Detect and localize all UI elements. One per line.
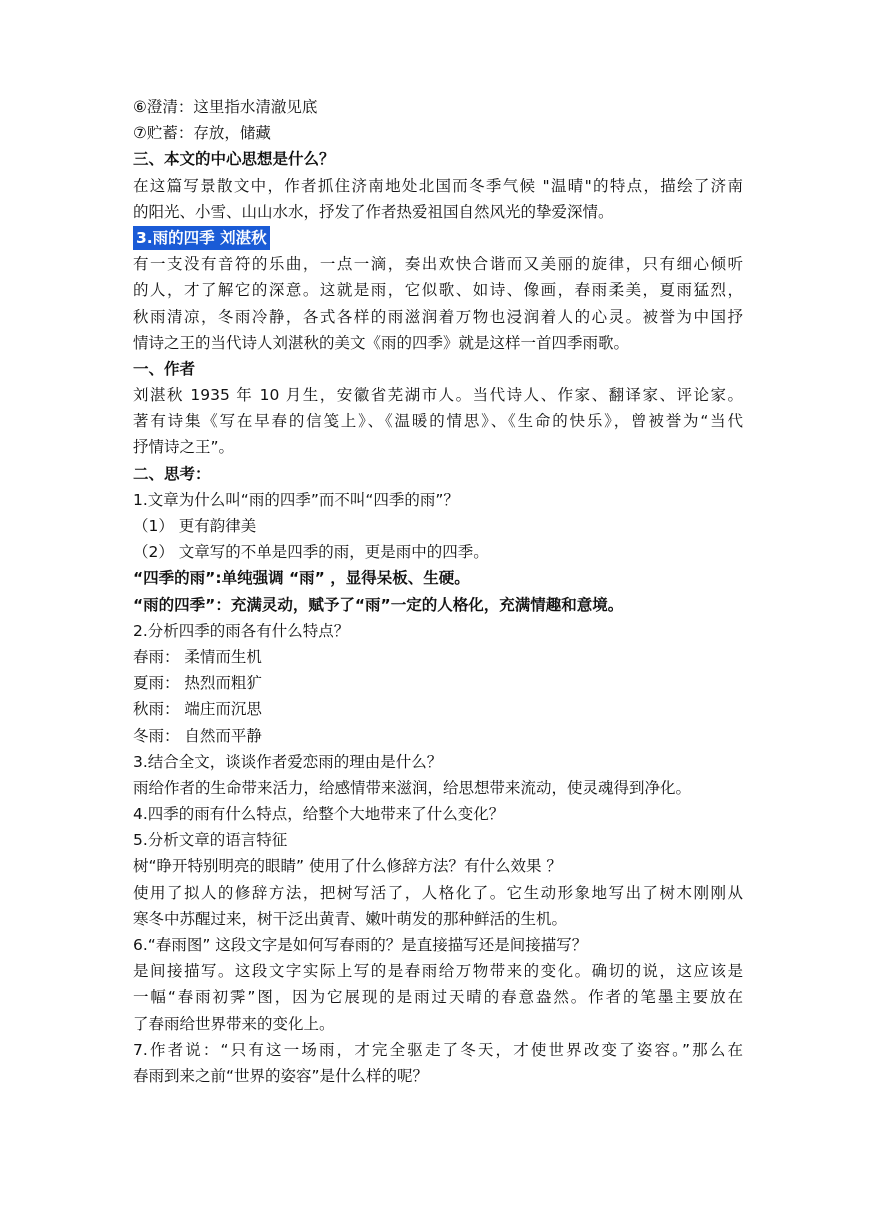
line-text: 秋雨清凉，冬雨冷静，各式各样的雨滋润着万物也浸润着人的心灵。被誉为中国抒 bbox=[133, 307, 743, 326]
line-text: 夏雨： 热烈而粗犷 bbox=[133, 674, 262, 693]
line-text: 情诗之王的当代诗人刘湛秋的美文《雨的四季》就是这样一首四季雨歌。 bbox=[133, 333, 630, 352]
question-line bbox=[133, 487, 743, 513]
answer-line bbox=[133, 670, 743, 696]
text-line bbox=[133, 94, 743, 120]
heading-text: 三、本文的中心思想是什么？ bbox=[133, 150, 335, 169]
answer-line bbox=[133, 984, 743, 1010]
text-line bbox=[133, 251, 743, 277]
line-text: 著有诗集《写在早春的信笺上》、《温暖的情思》、《生命的快乐》，曾被誉为“当代 bbox=[133, 412, 743, 431]
line-text: ⑥澄清：这里指水清澈见底 bbox=[133, 98, 318, 116]
heading-text: 一、作者 bbox=[133, 359, 196, 378]
line-text: 刘湛秋 1935 年 10 月生，安徽省芜湖市人。当代诗人、作家、翻译家、评论家。 bbox=[133, 386, 743, 405]
text-line bbox=[133, 382, 743, 408]
line-text: 寒冬中苏醒过来，树干泛出黄青、嫩叶萌发的那种鲜活的生机。 bbox=[133, 909, 568, 928]
line-text: 的阳光、小雪、山山水水，抒发了作者热爱祖国自然风光的挚爱深情。 bbox=[133, 202, 614, 221]
line-text: 3.结合全文，谈谈作者爱恋雨的理由是什么？ bbox=[133, 752, 443, 771]
text-line bbox=[133, 277, 743, 303]
line-text: 一幅“春雨初霁”图，因为它展现的是雨过天晴的春意盎然。作者的笔墨主要放在 bbox=[133, 988, 743, 1007]
text-line bbox=[133, 408, 743, 434]
line-text: 2.分析四季的雨各有什么特点？ bbox=[133, 621, 350, 640]
line-text: 有一支没有音符的乐曲，一点一滴，奏出欢快合谐而又美丽的旋律，只有细心倾听 bbox=[133, 255, 743, 274]
question-line bbox=[133, 1037, 743, 1063]
answer-line bbox=[133, 1011, 743, 1037]
answer-line bbox=[133, 513, 743, 539]
line-text: 抒情诗之王”。 bbox=[133, 438, 235, 457]
section-heading bbox=[133, 146, 743, 172]
answer-line bbox=[133, 539, 743, 565]
answer-line bbox=[133, 644, 743, 670]
line-text: 7.作者说：“只有这一场雨，才完全驱走了冬天，才使世界改变了姿容。”那么在 bbox=[133, 1040, 743, 1059]
line-text: （2） 文章写的不单是四季的雨，更是雨中的四季。 bbox=[133, 543, 489, 562]
answer-line bbox=[133, 723, 743, 749]
line-text: 了春雨给世界带来的变化上。 bbox=[133, 1014, 335, 1033]
text-line bbox=[133, 330, 743, 356]
question-line bbox=[133, 853, 743, 879]
line-text: 在这篇写景散文中，作者抓住济南地处北国而冬季气候 "温晴"的特点，描绘了济南 bbox=[133, 176, 743, 195]
text-line bbox=[133, 199, 743, 225]
emphasis-line bbox=[133, 565, 743, 591]
line-text: 春雨： 柔情而生机 bbox=[133, 647, 262, 666]
answer-line bbox=[133, 958, 743, 984]
line-text: 1.文章为什么叫“雨的四季”而不叫“四季的雨”？ bbox=[133, 490, 459, 509]
line-text: “四季的雨”:单纯强调 “雨” ，显得呆板、生硬。 bbox=[133, 569, 470, 588]
answer-line bbox=[133, 880, 743, 906]
question-line bbox=[133, 932, 743, 958]
line-text: 雨给作者的生命带来活力，给感情带来滋润，给思想带来流动，使灵魂得到净化。 bbox=[133, 778, 692, 797]
question-line bbox=[133, 749, 743, 775]
line-text: 树“睁开特别明亮的眼睛” 使用了什么修辞方法？有什么效果 ？ bbox=[133, 857, 562, 876]
line-text: 6.“春雨图” 这段文字是如何写春雨的？是直接描写还是间接描写？ bbox=[133, 936, 588, 954]
highlighted-title: 3.雨的四季 刘湛秋 bbox=[133, 226, 270, 250]
answer-line bbox=[133, 696, 743, 722]
line-text: 5.分析文章的语言特征 bbox=[133, 831, 288, 850]
line-text: 是间接描写。这段文字实际上写的是春雨给万物带来的变化。确切的说，这应该是 bbox=[133, 962, 743, 981]
emphasis-line bbox=[133, 592, 743, 618]
line-text: 冬雨： 自然而平静 bbox=[133, 726, 262, 745]
text-line bbox=[133, 434, 743, 460]
question-line bbox=[133, 1063, 743, 1089]
text-line bbox=[133, 173, 743, 199]
line-text: 春雨到来之前“世界的姿容”是什么样的呢？ bbox=[133, 1066, 429, 1085]
line-text: 的人，才了解它的深意。这就是雨，它似歌、如诗、像画，春雨柔美，夏雨猛烈， bbox=[133, 281, 743, 300]
answer-line bbox=[133, 775, 743, 801]
question-line bbox=[133, 827, 743, 853]
line-text: 使用了拟人的修辞方法，把树写活了，人格化了。它生动形象地写出了树木刚刚从 bbox=[133, 883, 743, 902]
heading-text: 二、思考： bbox=[133, 464, 211, 483]
line-text: ⑦贮蓄：存放，储藏 bbox=[133, 124, 271, 143]
section-heading bbox=[133, 461, 743, 487]
article-title bbox=[133, 225, 743, 251]
text-line bbox=[133, 304, 743, 330]
line-text: 秋雨： 端庄而沉思 bbox=[133, 700, 262, 719]
line-text: 4.四季的雨有什么特点，给整个大地带来了什么变化？ bbox=[133, 805, 505, 824]
document-page bbox=[133, 94, 743, 1089]
line-text: “雨的四季”：充满灵动，赋予了“雨”一定的人格化，充满情趣和意境。 bbox=[133, 595, 624, 614]
section-heading bbox=[133, 356, 743, 382]
text-line bbox=[133, 120, 743, 146]
question-line bbox=[133, 618, 743, 644]
question-line bbox=[133, 801, 743, 827]
line-text: （1） 更有韵律美 bbox=[133, 517, 257, 535]
answer-line bbox=[133, 906, 743, 932]
